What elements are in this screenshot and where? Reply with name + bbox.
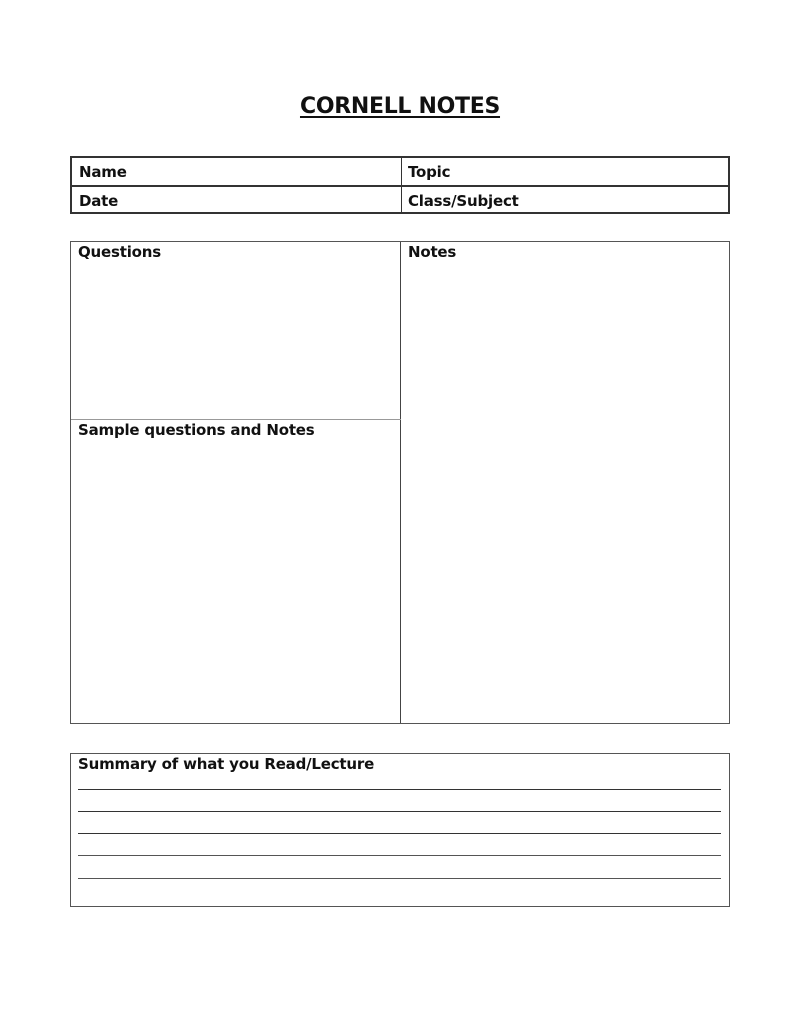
class-subject-field[interactable] <box>401 187 730 215</box>
summary-line <box>78 855 721 856</box>
summary-line <box>78 789 721 790</box>
sample-questions-area[interactable] <box>71 420 400 721</box>
summary-label: Summary of what you Read/Lecture <box>78 755 375 773</box>
page-title: CORNELL NOTES <box>299 94 501 119</box>
notes-table <box>70 241 730 724</box>
notes-area[interactable] <box>401 242 730 723</box>
class-subject-label: Class/Subject <box>408 192 519 210</box>
topic-label: Topic <box>408 163 451 181</box>
summary-line <box>78 878 721 879</box>
notes-label: Notes <box>408 243 457 261</box>
header-table <box>70 156 730 214</box>
questions-label: Questions <box>78 243 161 261</box>
name-field[interactable] <box>72 158 401 186</box>
summary-line <box>78 811 721 812</box>
date-label: Date <box>79 192 119 210</box>
topic-field[interactable] <box>401 158 730 186</box>
date-field[interactable] <box>72 187 401 215</box>
sample-questions-label: Sample questions and Notes <box>78 421 315 439</box>
summary-box[interactable] <box>70 753 730 907</box>
summary-line <box>78 833 721 834</box>
questions-area[interactable] <box>71 242 400 419</box>
name-label: Name <box>79 163 127 181</box>
